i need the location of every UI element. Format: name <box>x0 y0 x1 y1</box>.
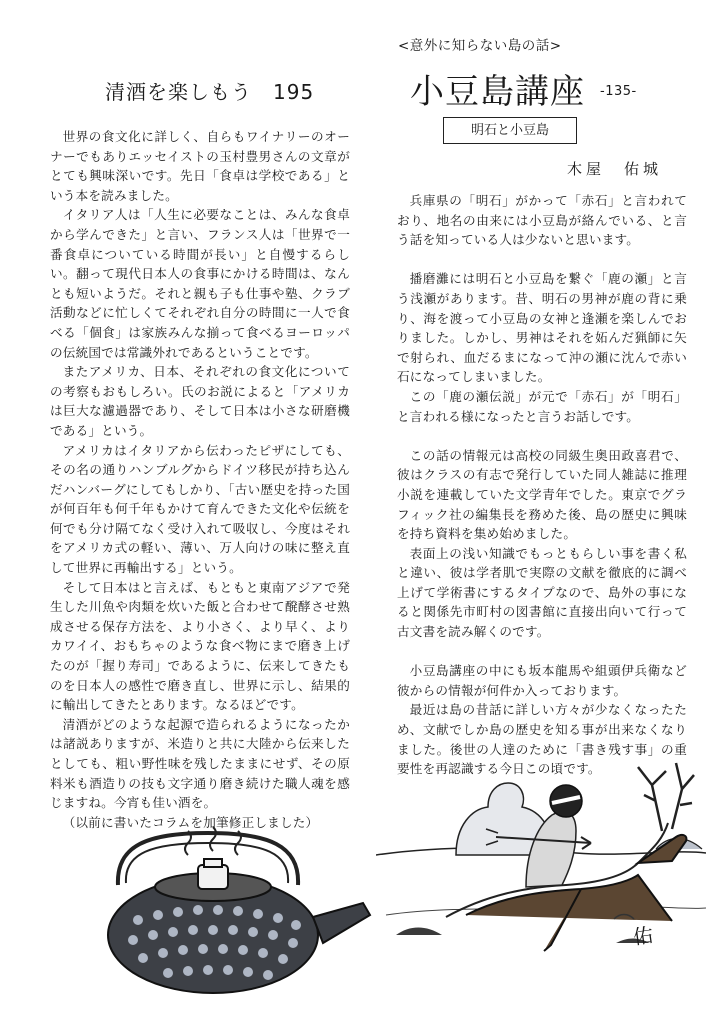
paragraph: 播磨灘には明石と小豆島を繋ぐ「鹿の瀬」と言う浅瀬があります。昔、明石の男神が鹿の背に乗り、海を渡って小豆島の女神と逢瀬を楽しんでおりました。しかし、男神はそれを妬んだ猟師に矢で射られ、血だるまになって沖の瀬に沈んで赤い石になってしまいました。 <box>397 271 687 385</box>
issue-number: -135- <box>600 84 637 99</box>
paragraph: そして日本はと言えば、もともと東南アジアで発生した川魚や肉類を炊いた飯と合わせて醗酵させ熟成させる保存方法を、より小さく、より早く、よりカワイイ、おもちゃのような食べ物にまで磨き上げたのが「握り寿司」であるように、伝来してきたものを日本人の感性で磨き直し、世界に示し、結果的に輸出してきたとあります。なるほどです。 <box>50 579 350 713</box>
paragraph: 世界の食文化に詳しく、自らもワイナリーのオーナーでもありエッセイストの玉村豊男さんの文章がとても興味深いです。先日「食卓は学校である」という本を読みました。 <box>50 129 350 203</box>
left-column-body <box>50 127 350 832</box>
paragraph: アメリカはイタリアから伝わったピザにしても、その名の通りハンブルグからドイツ移民が持ち込んだハンバーグにしてもしかり、「古い歴史を持った国が何百年も何千年もかけて育んできた文化や伝統を何でも分け隔てなく受け入れて吸収し、今度はそれをアメリカ式の軽い、薄い、万人向けの味に整え直して世界に再輸出する」という。 <box>50 442 350 576</box>
artist-signature: 佑 <box>631 922 655 950</box>
paragraph: 清酒がどのような起源で造られるようになったかは諸説ありますが、米造りと共に大陸から伝来したとしても、粗い野性味を残したままにせず、その原料米も酒造りの技も文字通り磨き続けた職人魂を感じますね。今宵も佳い酒を。 <box>50 716 350 811</box>
right-column-body <box>397 191 687 779</box>
paragraph: この話の情報元は高校の同級生奥田政喜君で、彼はクラスの有志で発行していた同人雑誌に推理小説を連載していた文学青年でした。東京でグラフィック社の編集長を務めた後、島の歴史に興味を持ち資料を集め始めました。 <box>397 447 687 542</box>
article-subtitle-box: 明石と小豆島 <box>443 117 577 144</box>
paragraph: イタリア人は「人生に必要なことは、みんな食卓から学んできた」と言い、フランス人は「世界で一番食卓についている時間が長い」と自慢するらしい。翻って現代日本人の食事にかける時間は、なんとも短いようだ。それと親も子も仕事や塾、クラブ活動などに忙しくてそれぞれ自分の時間に一人で食べる「個食」は家族みんな揃って食べるヨーロッパの伝統国では常識外れであるということです。 <box>50 207 350 360</box>
series-tagline: <意外に知らない島の話> <box>398 38 562 54</box>
paragraph: この「鹿の瀬伝説」が元で「赤石」が「明石」と言われる様になったと言うお話しです。 <box>397 388 687 424</box>
iron-kettle-illustration <box>78 825 378 1005</box>
series-title: 小豆島講座 <box>410 72 585 112</box>
deer-rider-illustration <box>376 745 706 960</box>
left-column-title: 清酒を楽しもう 195 <box>105 80 315 104</box>
paragraph: 最近は島の昔話に詳しい方々が少なくなったため、文献でしか島の歴史を知る事が出来なくなりました。後世の人達のために「書き残す事」の重要性を再認識する今日この頃です。 <box>397 702 687 777</box>
paragraph: またアメリカ、日本、それぞれの食文化についての考察もおもしろい。氏のお説によると「アメリカは巨大な濾過器であり、そして日本は小さな研磨機である」という。 <box>50 364 350 438</box>
paragraph: 小豆島講座の中にも坂本龍馬や組頭伊兵衛など彼からの情報が何件か入っております。 <box>397 663 687 698</box>
paragraph: 表面上の浅い知識でもっともらしい事を書く私と違い、彼は学者肌で実際の文献を徹底的に調べ上げて学術書にするタイプなので、島外の事になると関係先市町村の図書館に直接出向いて行って古文書を読み解くのです。 <box>397 545 687 640</box>
paragraph: 兵庫県の「明石」がかって「赤石」と言われており、地名の由来には小豆島が絡んでいる、と言う話を知っている人は少ないと思います。 <box>397 193 687 248</box>
author-name: 木屋 佑城 <box>567 160 663 178</box>
closing-note: （以前に書いたコラムを加筆修正しました） <box>62 814 319 830</box>
